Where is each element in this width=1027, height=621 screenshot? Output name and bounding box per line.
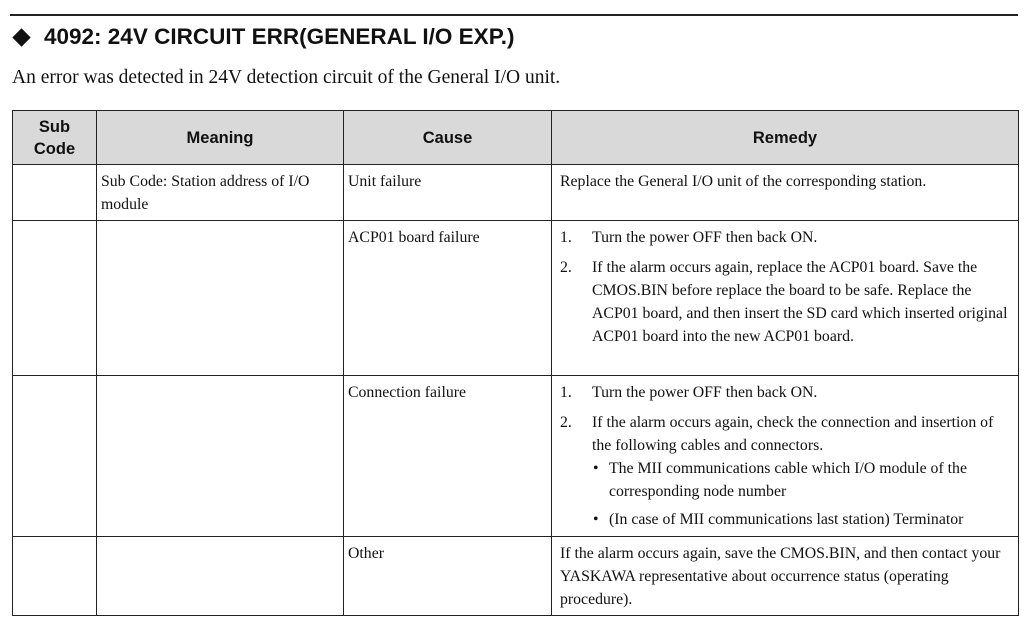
remedy-steps [556, 381, 1014, 531]
bullet-item [592, 508, 1014, 531]
section-heading [10, 22, 515, 52]
cause-cell: Unit failure [344, 165, 552, 221]
header-meaning: Meaning [97, 111, 344, 165]
bullet-mark: • [593, 460, 599, 477]
subcode-cell [13, 221, 97, 376]
table-header-row [13, 111, 1019, 165]
bullet-text: The MII communications cable which I/O module of the corresponding node number [609, 460, 967, 500]
cause-cell: Connection failure [344, 376, 552, 537]
remedy-text: Replace the General I/O unit of the corresponding station. [560, 173, 927, 190]
remedy-cell [552, 537, 1019, 616]
connector-list [592, 457, 1014, 531]
step-text: If the alarm occurs again, replace the ACP01 board. Save the CMOS.BIN before replace the board to be safe. Replace the ACP01 board, and then insert the SD card which inserted original ACP01 board into the new ACP01 board. [592, 259, 1008, 345]
bullet-mark: • [593, 511, 599, 528]
header-cause: Cause [344, 111, 552, 165]
remedy-steps [556, 226, 1014, 348]
diamond-bullet-icon [12, 28, 30, 46]
table-row [13, 165, 1019, 221]
remedy-text: If the alarm occurs again, save the CMOS.BIN, and then contact your YASKAWA representative about occurrence status (operating procedure). [560, 545, 1001, 608]
top-rule [10, 14, 1018, 16]
meaning-cell: Sub Code: Station address of I/O module [97, 165, 344, 221]
cause-cell: Other [344, 537, 552, 616]
meaning-cell [97, 221, 344, 376]
subcode-cell [13, 537, 97, 616]
step-text: Turn the power OFF then back ON. [592, 229, 818, 246]
remedy-cell [552, 165, 1019, 221]
bullet-item [592, 457, 1014, 503]
remedy-cell [552, 221, 1019, 376]
bullet-text: (In case of MII communications last station) Terminator [609, 511, 964, 528]
step-number: 2. [560, 259, 572, 276]
step-number: 2. [560, 414, 572, 431]
section-title: 4092: 24V CIRCUIT ERR(GENERAL I/O EXP.) [44, 24, 515, 49]
step-text: Turn the power OFF then back ON. [592, 384, 818, 401]
step-text: If the alarm occurs again, check the connection and insertion of the following cables and connectors. [592, 414, 994, 454]
header-remedy: Remedy [552, 111, 1019, 165]
header-subcode: Sub Code [13, 111, 97, 165]
step-number: 1. [560, 384, 572, 401]
remedy-cell [552, 376, 1019, 537]
remedy-step [556, 411, 1014, 531]
table-row [13, 537, 1019, 616]
subcode-cell [13, 165, 97, 221]
step-number: 1. [560, 229, 572, 246]
meaning-cell [97, 376, 344, 537]
remedy-step [556, 256, 1014, 348]
subcode-cell [13, 376, 97, 537]
cause-cell: ACP01 board failure [344, 221, 552, 376]
error-table [12, 110, 1019, 616]
table-row [13, 376, 1019, 537]
remedy-step [556, 381, 1014, 404]
table-row [13, 221, 1019, 376]
remedy-step [556, 226, 1014, 249]
meaning-cell [97, 537, 344, 616]
error-description: An error was detected in 24V detection circuit of the General I/O unit. [12, 67, 561, 88]
